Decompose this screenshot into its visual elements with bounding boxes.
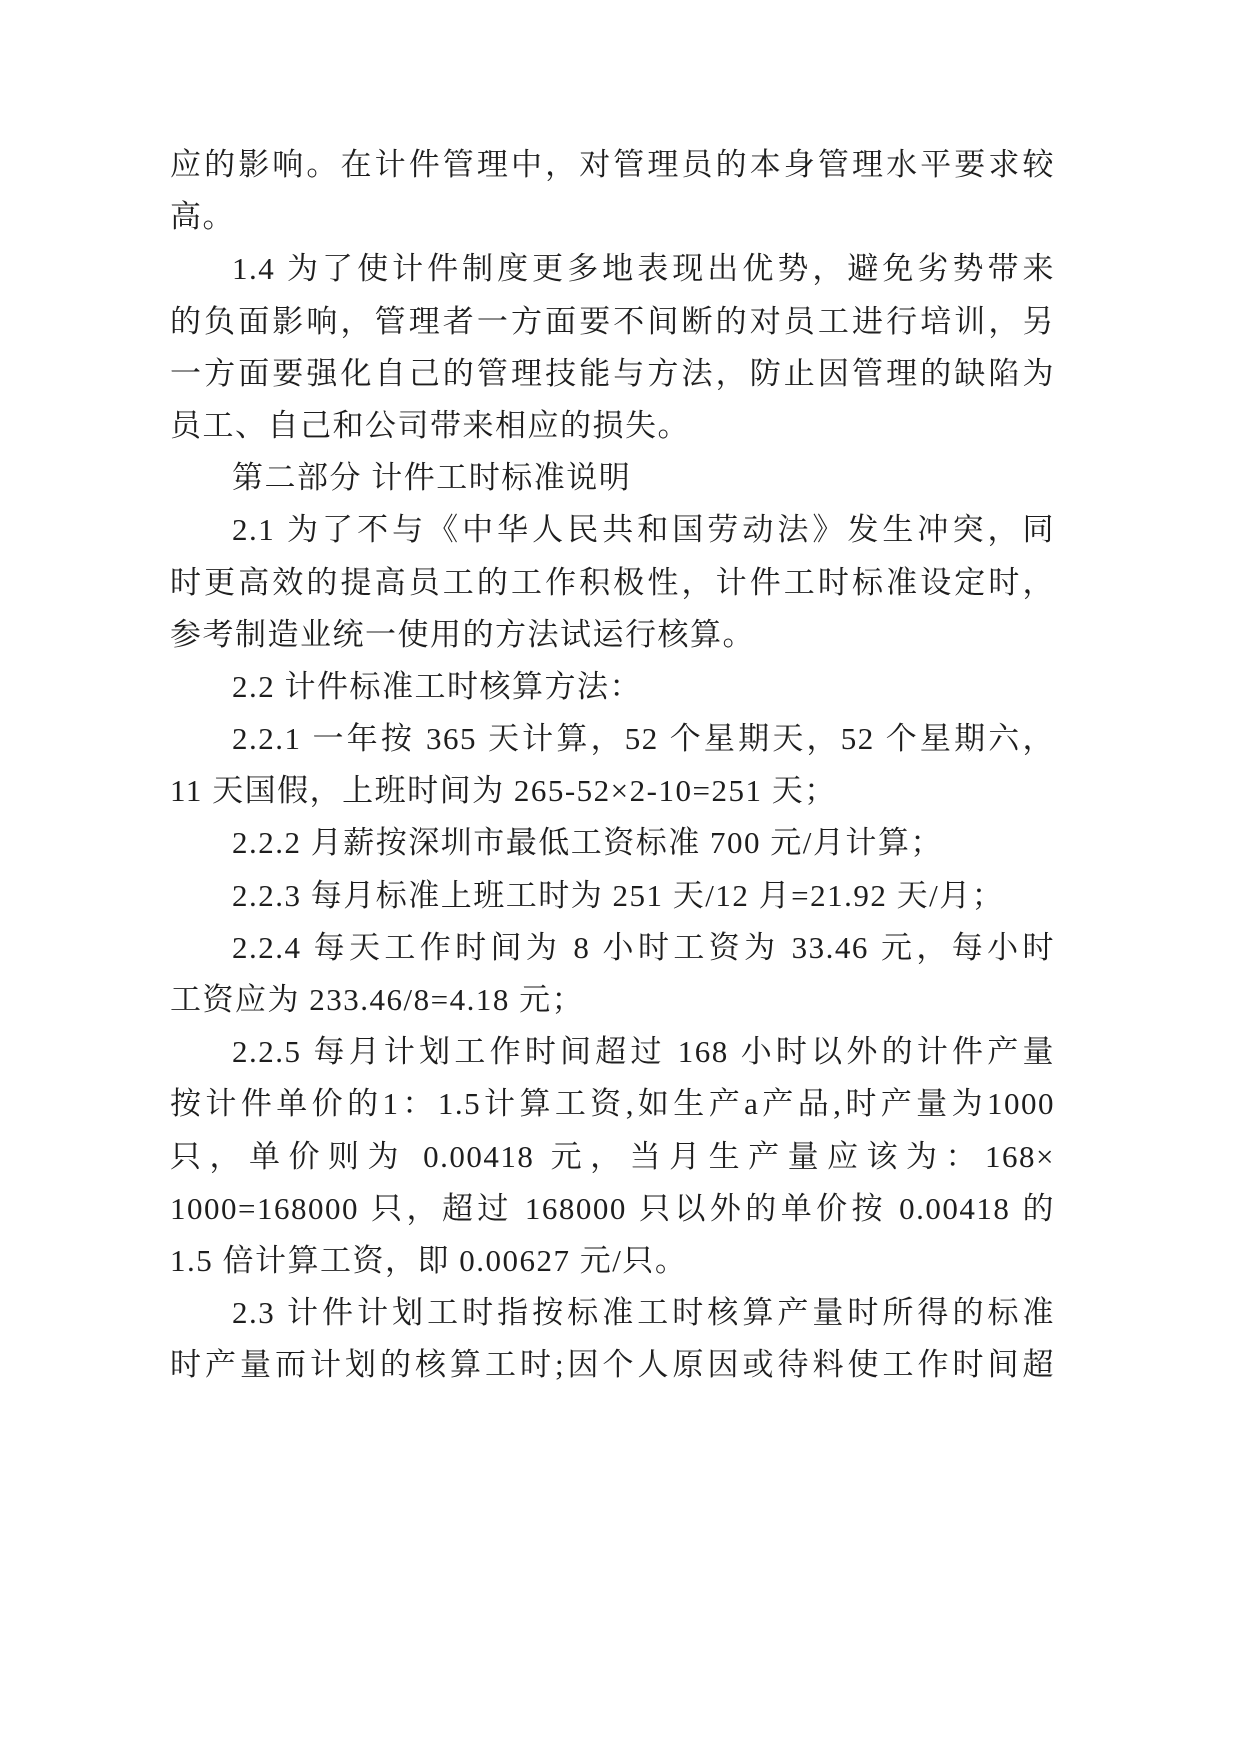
paragraph-line: 参考制造业统一使用的方法试运行核算。 [170,616,755,652]
paragraph [170,243,1055,452]
paragraph-line: 2.1 为了不与《中华人民共和国劳动法》发生冲突，同 [232,512,1055,548]
paragraph-line: 2.2.4 每天工作时间为 8 小时工资为 33.46 元，每小时 [232,929,1055,965]
paragraph [170,661,1055,713]
document-body [170,139,1055,1392]
paragraph [170,504,1055,661]
section-heading-text: 第二部分 计件工时标准说明 [232,460,632,496]
section-heading [170,452,1055,504]
paragraph-line: 员工、自己和公司带来相应的损失。 [170,407,690,443]
paragraph-line: 1.4 为了使计件制度更多地表现出优势，避免劣势带来 [232,251,1055,287]
paragraph-line: 应的影响。在计件管理中，对管理员的本身管理水平要求较 [170,147,1055,182]
paragraph-line: 时更高效的提高员工的工作积极性，计件工时标准设定时， [170,564,1055,600]
paragraph-line: 的负面影响，管理者一方面要不间断的对员工进行培训，另 [170,303,1055,339]
paragraph-line: 2.2 计件标准工时核算方法： [232,668,642,704]
paragraph [170,1287,1055,1391]
paragraph-line: 1.5 倍计算工资，即 0.00627 元/只。 [170,1242,688,1278]
paragraph-line: 2.2.1 一年按 365 天计算，52 个星期天，52 个星期六， [232,721,1055,757]
paragraph-line: 只，单价则为 0.00418 元，当月生产量应该为：168× [170,1138,1055,1174]
paragraph-line: 2.2.5 每月计划工作时间超过 168 小时以外的计件产量 [232,1034,1055,1070]
paragraph-line: 高。 [170,199,235,235]
paragraph-line: 2.2.3 每月标准上班工时为 251 天/12 月=21.92 天/月； [232,877,1005,913]
paragraph-line: 2.2.2 月薪按深圳市最低工资标准 700 元/月计算； [232,825,943,861]
paragraph-line: 一方面要强化自己的管理技能与方法，防止因管理的缺陷为 [170,355,1055,391]
paragraph [170,139,1055,243]
paragraph [170,713,1055,817]
paragraph [170,817,1055,869]
paragraph [170,922,1055,1026]
paragraph-line: 2.3 计件计划工时指按标准工时核算产量时所得的标准 [232,1295,1055,1331]
paragraph-line: 1000=168000 只，超过 168000 只以外的单价按 0.00418 的 [170,1190,1055,1226]
paragraph-line: 11 天国假，上班时间为 265-52×2-10=251 天； [170,773,837,809]
paragraph-line: 按计件单价的1：1.5计算工资,如生产a产品,时产量为1000 [170,1086,1055,1122]
paragraph-line: 时产量而计划的核算工时;因个人原因或待料使工作时间超 [170,1347,1055,1383]
paragraph [170,870,1055,922]
paragraph [170,1026,1055,1287]
paragraph-line: 工资应为 233.46/8=4.18 元； [170,982,585,1017]
